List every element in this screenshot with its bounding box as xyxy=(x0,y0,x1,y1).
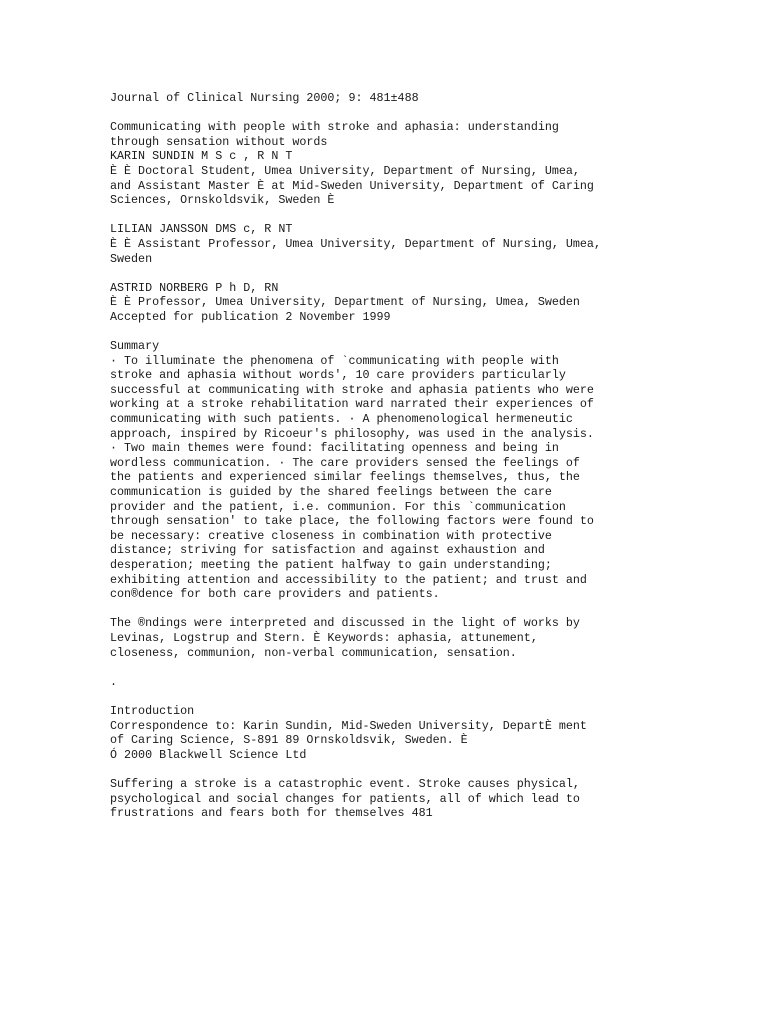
body-line: Suffering a stroke is a catastrophic event. Stroke causes physical, xyxy=(110,776,580,791)
summary-line: approach, inspired by Ricoeur's philosophy, was used in the analysis. xyxy=(110,426,594,441)
summary-line: through sensation' to take place, the following factors were found to xyxy=(110,514,594,529)
separator-dot: . xyxy=(110,674,118,689)
findings-line: Levinas, Logstrup and Stern. È Keywords: aphasia, attunement, xyxy=(110,630,538,645)
summary-line: exhibiting attention and accessibility to the patient; and trust and xyxy=(110,572,587,587)
summary-line: communicating with such patients. · A phenomenological hermeneutic xyxy=(110,412,573,427)
findings-line: closeness, communion, non-verbal communication, sensation. xyxy=(110,645,517,660)
correspondence-line: of Caring Science, S-891 89 Ornskoldsvik, Sweden. È xyxy=(110,733,468,748)
journal-citation: Journal of Clinical Nursing 2000; 9: 481±488 xyxy=(110,91,419,105)
spacer xyxy=(110,602,670,617)
summary-line: wordless communication. · The care providers sensed the feelings of xyxy=(110,455,580,470)
spacer xyxy=(110,266,670,281)
summary-line: · Two main themes were found: facilitating openness and being in xyxy=(110,441,559,456)
summary-line: the patients and experienced similar feelings themselves, thus, the xyxy=(110,470,580,485)
spacer xyxy=(110,762,670,777)
summary-line: be necessary: creative closeness in combination with protective xyxy=(110,528,552,543)
summary-line: successful at communicating with stroke and aphasia patients who were xyxy=(110,382,594,397)
findings-line: The ®ndings were interpreted and discussed in the light of works by xyxy=(110,616,580,631)
summary-line: communication is guided by the shared feelings between the care xyxy=(110,485,552,500)
summary-line: working at a stroke rehabilitation ward narrated their experiences of xyxy=(110,397,594,412)
body-line: psychological and social changes for patients, all of which lead to xyxy=(110,791,580,806)
author-affiliation-line: and Assistant Master È at Mid-Sweden University, Department of Caring xyxy=(110,178,594,193)
introduction-heading: Introduction xyxy=(110,703,195,718)
spacer xyxy=(110,689,670,704)
accepted-date: Accepted for publication 2 November 1999 xyxy=(110,309,391,324)
spacer xyxy=(110,106,670,121)
article-title-line: Communicating with people with stroke and aphasia: understanding xyxy=(110,120,559,135)
author-affiliation-line: È È Professor, Umea University, Department of Nursing, Umea, Sweden xyxy=(110,295,580,310)
author-name: KARIN SUNDIN M S c , R N T xyxy=(110,149,293,164)
author-affiliation-line: Sweden xyxy=(110,251,153,266)
spacer xyxy=(110,660,670,675)
author-name: ASTRID NORBERG P h D, RN xyxy=(110,280,279,295)
author-affiliation-line: È È Assistant Professor, Umea University, Department of Nursing, Umea, xyxy=(110,236,601,251)
body-line: frustrations and fears both for themselves 481 xyxy=(110,806,433,821)
spacer xyxy=(110,325,670,340)
summary-line: provider and the patient, i.e. communion. For this `communication xyxy=(110,499,566,514)
correspondence-line: Correspondence to: Karin Sundin, Mid-Sweden University, DepartÈ ment xyxy=(110,718,587,733)
article-title-line: through sensation without words xyxy=(110,134,328,149)
copyright-line: Ó 2000 Blackwell Science Ltd xyxy=(110,747,307,762)
summary-line: stroke and aphasia without words', 10 care providers particularly xyxy=(110,368,566,383)
author-affiliation-line: È È Doctoral Student, Umea University, Department of Nursing, Umea, xyxy=(110,163,580,178)
spacer xyxy=(110,208,670,223)
summary-line: · To illuminate the phenomena of `communicating with people with xyxy=(110,353,559,368)
summary-line: distance; striving for satisfaction and against exhaustion and xyxy=(110,543,545,558)
summary-line: con®dence for both care providers and patients. xyxy=(110,587,440,602)
summary-line: desperation; meeting the patient halfway to gain understanding; xyxy=(110,558,552,572)
document-page xyxy=(110,91,670,821)
summary-heading: Summary xyxy=(110,339,160,354)
author-name: LILIAN JANSSON DMS c, R NT xyxy=(110,222,293,237)
author-affiliation-line: Sciences, Ornskoldsvik, Sweden È xyxy=(110,193,335,208)
